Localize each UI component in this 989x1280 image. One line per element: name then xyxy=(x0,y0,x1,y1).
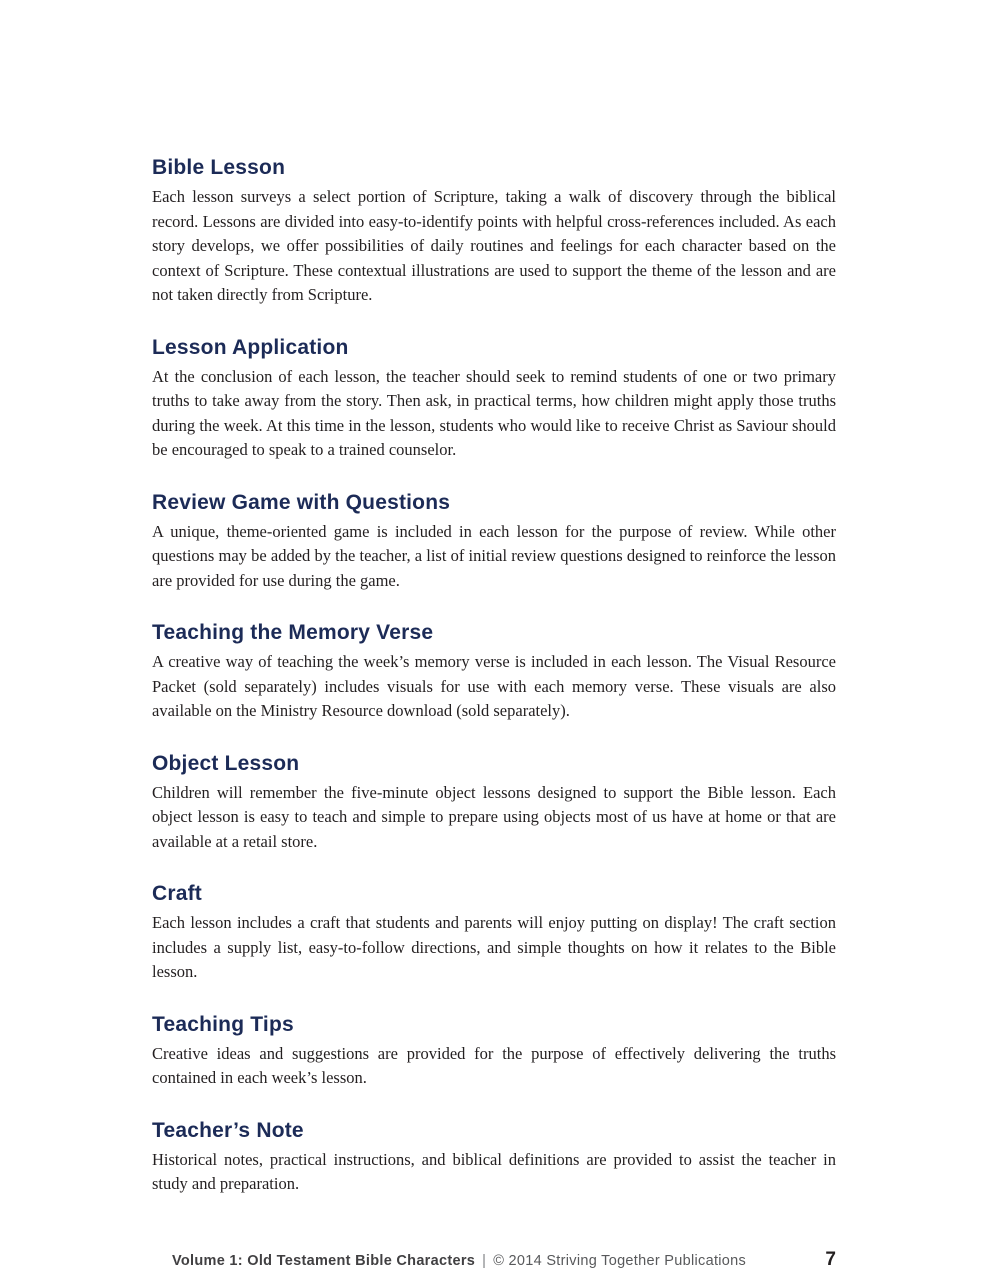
section-review-game xyxy=(152,490,836,594)
section-bible-lesson xyxy=(152,155,836,308)
section-heading: Craft xyxy=(152,882,203,905)
section-heading: Lesson Application xyxy=(152,335,349,359)
footer-copyright: © 2014 Striving Together Publications xyxy=(493,1252,747,1269)
section-heading: Review Game with Questions xyxy=(152,490,451,514)
section-heading: Teacher’s Note xyxy=(152,1118,304,1142)
footer-text xyxy=(172,1253,746,1269)
section-body: Children will remember the five-minute object lessons designed to support the Bible lesson. Each object lesson is easy to teach and simple to prepare using objects most of us have at home or that are available at a retail store. xyxy=(152,782,836,851)
section-heading: Bible Lesson xyxy=(152,156,286,179)
footer-separator: | xyxy=(482,1252,487,1269)
section-body: Each lesson includes a craft that students and parents will enjoy putting on display! The craft section includes a supply list, easy-to-follow directions, and simple thoughts on how it relates to the Bible lesson. xyxy=(152,913,836,981)
section-body: At the conclusion of each lesson, the teacher should seek to remind students of one or two primary truths to take away from the story. Then ask, in practical terms, how children might apply those truths during the week. At this time in the lesson, students who would like to receive Christ as Saviour should be encouraged to speak to a trained counselor. xyxy=(152,366,836,459)
footer-volume-title: Volume 1: Old Testament Bible Characters xyxy=(172,1252,476,1269)
section-teachers-note xyxy=(152,1118,836,1197)
page-content xyxy=(152,155,836,1271)
section-body: Creative ideas and suggestions are provided for the purpose of effectively delivering the truths contained in each week’s lesson. xyxy=(152,1043,836,1087)
page-footer xyxy=(152,1249,836,1271)
section-heading: Object Lesson xyxy=(152,751,300,775)
section-body: Historical notes, practical instructions, and biblical definitions are provided to assist the teacher in study and preparation. xyxy=(152,1149,836,1193)
section-body: A creative way of teaching the week’s memory verse is included in each lesson. The Visual Resource Packet (sold separately) includes visuals for use with each memory verse. These visuals are also available on the Ministry Resource download (sold separately). xyxy=(152,652,836,720)
section-memory-verse xyxy=(152,620,836,724)
section-teaching-tips xyxy=(152,1012,836,1091)
section-heading: Teaching Tips xyxy=(152,1012,294,1036)
section-body: Each lesson surveys a select portion of Scripture, taking a walk of discovery through the biblical record. Lessons are divided into easy-to-identify points with helpful cross-references included. As each story develops, we offer possibilities of daily routines and feelings for each character based on the context of Scripture. These contextual illustrations are used to support the theme of the lesson and are not taken directly from Scripture. xyxy=(152,187,836,304)
section-body: A unique, theme-oriented game is included in each lesson for the purpose of review. While other questions may be added by the teacher, a list of initial review questions designed to reinforce the lesson are provided for use during the game. xyxy=(152,521,836,590)
page-number: 7 xyxy=(825,1248,836,1270)
section-object-lesson xyxy=(152,751,836,855)
section-lesson-application xyxy=(152,335,836,463)
section-heading: Teaching the Memory Verse xyxy=(152,621,434,644)
section-craft xyxy=(152,881,836,985)
